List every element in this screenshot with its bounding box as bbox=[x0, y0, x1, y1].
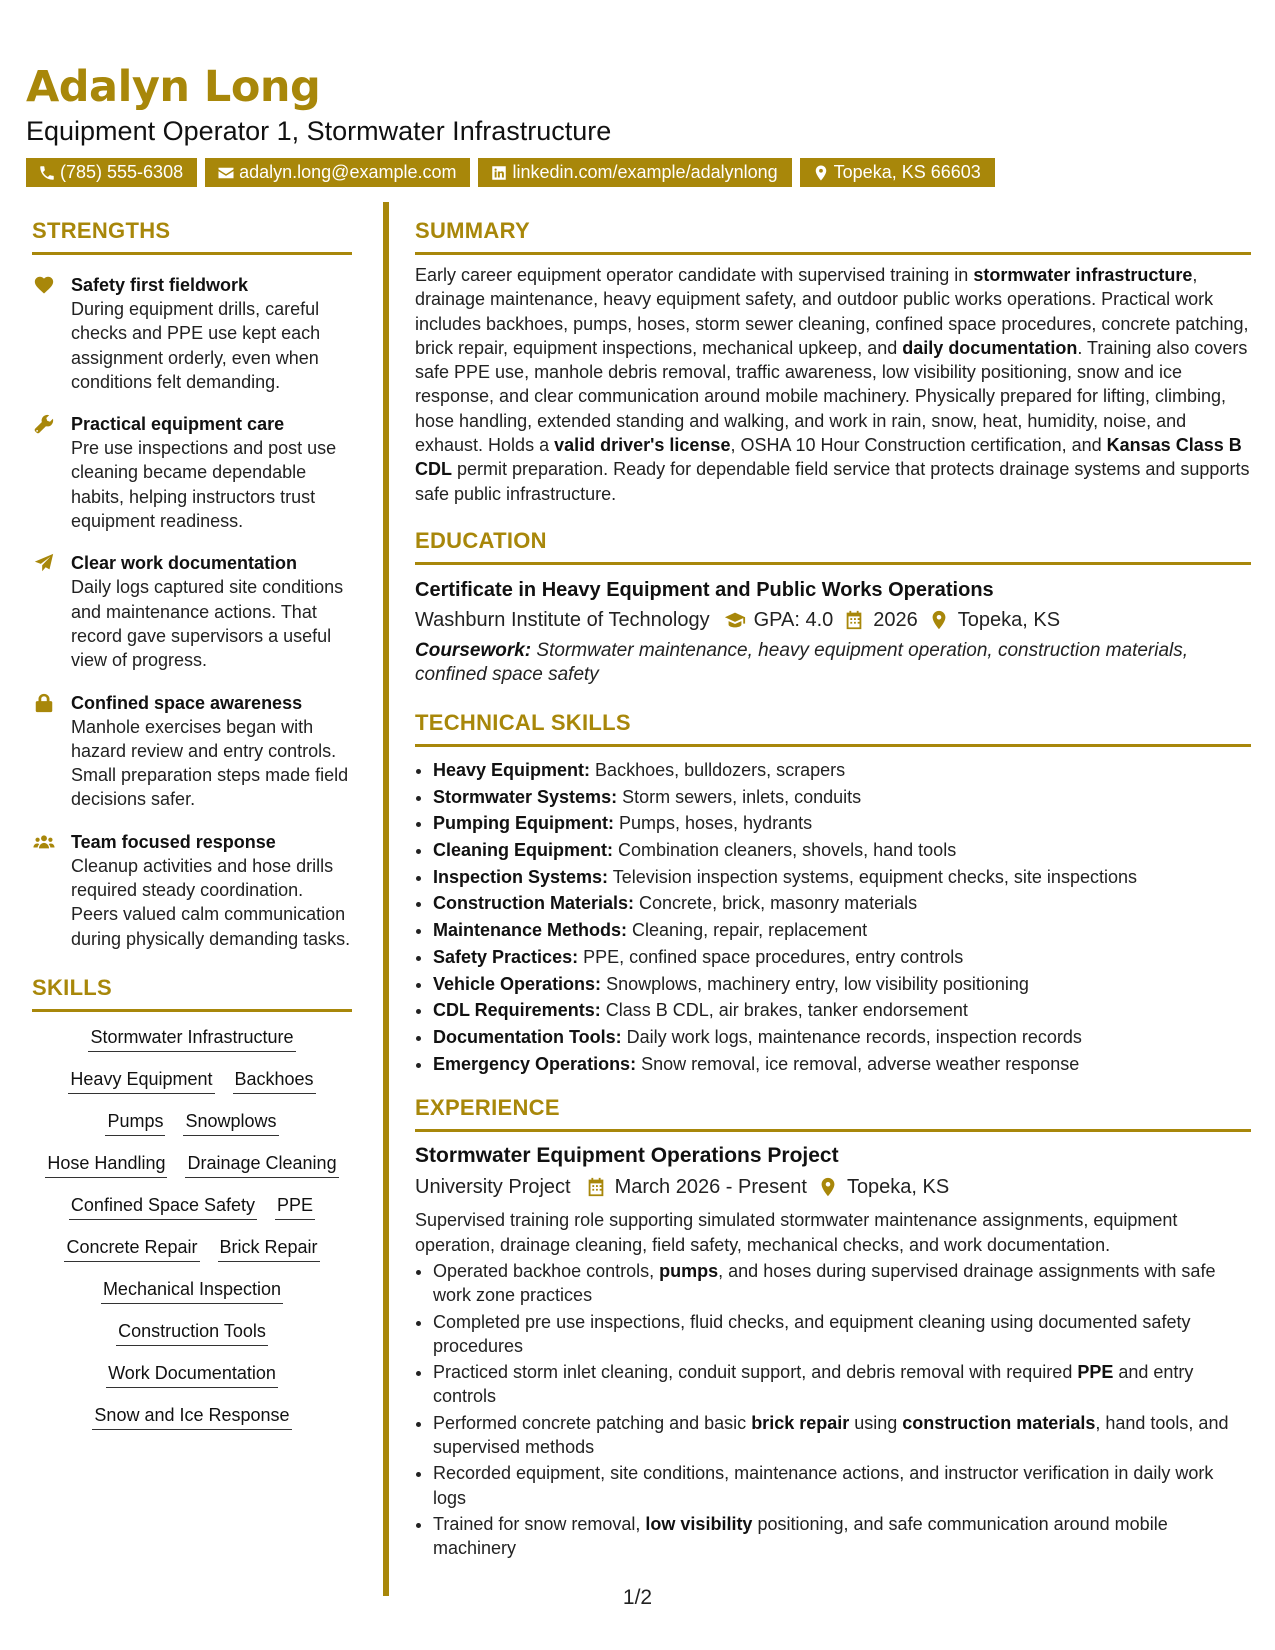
technical-skill-item bbox=[433, 944, 1251, 971]
paper-plane-icon bbox=[32, 552, 56, 574]
strength-item bbox=[32, 273, 352, 394]
education-coursework bbox=[415, 639, 1251, 688]
strength-item bbox=[32, 551, 352, 672]
text-run: Trained for snow removal, bbox=[433, 1513, 646, 1534]
technical-skill-item bbox=[433, 997, 1251, 1024]
experience-bullet bbox=[433, 1512, 1251, 1561]
technical-skill-label: Safety Practices: bbox=[433, 946, 579, 967]
strength-desc: Cleanup activities and hose drills required steady coordination. Peers valued calm communication during physically demanding tasks. bbox=[71, 855, 351, 949]
technical-skill-label: Inspection Systems: bbox=[433, 866, 609, 887]
summary-text bbox=[415, 263, 1251, 506]
skill-row bbox=[32, 1192, 352, 1220]
candidate-name: Adalyn Long bbox=[26, 62, 321, 112]
wrench-icon bbox=[32, 413, 56, 435]
skill-row bbox=[32, 1360, 352, 1388]
technical-skill-item bbox=[433, 864, 1251, 891]
coursework-label: Coursework: bbox=[415, 639, 532, 661]
technical-skill-label: Pumping Equipment: bbox=[433, 813, 614, 834]
text-run: , hand tools, and supervised methods bbox=[433, 1412, 1229, 1458]
strength-name: Confined space awareness bbox=[71, 692, 303, 713]
skill-row bbox=[32, 1318, 352, 1346]
education-meta bbox=[415, 605, 1251, 635]
skill-row bbox=[32, 1066, 352, 1094]
technical-skill-item bbox=[433, 1024, 1251, 1051]
candidate-title: Equipment Operator 1, Stormwater Infrastructure bbox=[26, 116, 612, 146]
skill-tag: Mechanical Inspection bbox=[101, 1276, 283, 1304]
technical-skill-label: Maintenance Methods: bbox=[433, 920, 628, 941]
summary-heading: SUMMARY bbox=[415, 218, 530, 243]
text-run: Performed concrete patching and basic bbox=[433, 1412, 752, 1433]
left-column bbox=[32, 216, 352, 1444]
technical-skill-value: Cleaning, repair, replacement bbox=[627, 920, 868, 941]
right-column bbox=[415, 216, 1251, 1563]
experience-org: University Project bbox=[415, 1176, 571, 1199]
technical-skill-label: Heavy Equipment: bbox=[433, 759, 591, 780]
bold-phrase: low visibility bbox=[645, 1513, 753, 1534]
contact-phone-text: (785) 555-6308 bbox=[60, 162, 184, 182]
skill-tag: Drainage Cleaning bbox=[185, 1150, 338, 1178]
graduation-cap-icon bbox=[724, 609, 746, 631]
education-rule bbox=[415, 562, 1251, 565]
skill-tag: Pumps bbox=[105, 1108, 165, 1136]
skill-tag: Heavy Equipment bbox=[68, 1066, 214, 1094]
resume-header bbox=[26, 58, 1256, 187]
contact-linkedin-text: linkedin.com/example/adalynlong bbox=[512, 162, 778, 182]
education-heading: EDUCATION bbox=[415, 527, 547, 553]
education-degree: Certificate in Heavy Equipment and Public Works Operations bbox=[415, 578, 994, 601]
skill-row bbox=[32, 1024, 352, 1052]
skill-tag: Stormwater Infrastructure bbox=[88, 1024, 295, 1052]
page-number: 1/2 bbox=[622, 1586, 653, 1609]
calendar-icon bbox=[585, 1176, 607, 1198]
technical-skill-label: Documentation Tools: bbox=[433, 1027, 622, 1047]
coursework-text: Stormwater maintenance, heavy equipment operation, construction materials, confined space safety bbox=[415, 639, 1189, 686]
technical-skill-value: Concrete, brick, masonry materials bbox=[634, 893, 918, 914]
technical-skill-item bbox=[433, 757, 1251, 784]
technical-skill-value: Television inspection systems, equipment checks, site inspections bbox=[608, 866, 1137, 887]
strength-desc: During equipment drills, careful checks and PPE use kept each assignment orderly, even when conditions felt demanding. bbox=[71, 299, 321, 392]
bold-phrase: brick repair bbox=[751, 1412, 850, 1433]
contact-email[interactable] bbox=[205, 158, 470, 187]
bold-phrase: construction materials bbox=[902, 1412, 1096, 1433]
skill-tag: Construction Tools bbox=[116, 1318, 268, 1346]
skill-row bbox=[32, 1402, 352, 1430]
technical-skill-value: Storm sewers, inlets, conduits bbox=[617, 786, 862, 807]
education-gpa: GPA: 4.0 bbox=[753, 608, 834, 631]
strength-name: Practical equipment care bbox=[71, 414, 285, 435]
bold-phrase: daily documentation bbox=[902, 337, 1078, 358]
linkedin-icon bbox=[490, 164, 508, 182]
bold-phrase: stormwater infrastructure bbox=[973, 265, 1193, 285]
skill-tag: Confined Space Safety bbox=[69, 1192, 257, 1220]
text-run: using bbox=[849, 1412, 903, 1433]
envelope-icon bbox=[217, 164, 235, 182]
contact-linkedin[interactable] bbox=[478, 158, 791, 187]
technical-skill-value: Snowplows, machinery entry, low visibility positioning bbox=[601, 973, 1029, 994]
technical-skill-item bbox=[433, 837, 1251, 864]
experience-role: Stormwater Equipment Operations Project bbox=[415, 1144, 839, 1168]
technical-skill-item bbox=[433, 1051, 1251, 1078]
map-marker-icon bbox=[817, 1176, 839, 1198]
education-school: Washburn Institute of Technology bbox=[415, 608, 710, 631]
strengths-heading: STRENGTHS bbox=[32, 218, 171, 243]
bold-phrase: PPE bbox=[1077, 1362, 1114, 1383]
text-run: , drainage maintenance, heavy equipment safety, and outdoor public works operations. Practical work includes backhoes, pumps, hoses, storm sewer cleaning, confined space procedures, concrete patching, brick repair, equipment inspections, mechanical upkeep, and bbox=[415, 265, 1249, 358]
technical-skills-rule bbox=[415, 744, 1251, 747]
text-run: Practiced storm inlet cleaning, conduit support, and debris removal with required bbox=[433, 1362, 1078, 1383]
text-run: Completed pre use inspections, fluid checks, and equipment cleaning using documented safety procedures bbox=[433, 1311, 1191, 1356]
education-location: Topeka, KS bbox=[957, 608, 1061, 631]
technical-skill-label: Construction Materials: bbox=[433, 893, 635, 914]
technical-skill-item bbox=[433, 971, 1251, 998]
technical-skill-value: Class B CDL, air brakes, tanker endorsement bbox=[600, 1000, 968, 1021]
experience-location: Topeka, KS bbox=[846, 1176, 950, 1199]
bold-phrase: valid driver's license bbox=[554, 435, 731, 456]
skill-tag: PPE bbox=[275, 1192, 315, 1220]
text-run: Operated backhoe controls, bbox=[433, 1261, 660, 1281]
strength-name: Team focused response bbox=[71, 831, 276, 852]
skills-heading: SKILLS bbox=[32, 974, 113, 1000]
technical-skill-item bbox=[433, 784, 1251, 811]
skill-tag: Snow and Ice Response bbox=[92, 1402, 291, 1430]
text-run: . Training also covers safe PPE use, manhole debris removal, traffic awareness, low visibility positioning, snow and ice response, and clear communication around mobile machinery. Physically prepared for lifting, climbing, hose handling, extended standing and walking, and work in rain, snow, heat, humidity, noise, and exhaust. Holds a bbox=[415, 337, 1248, 456]
bold-phrase: pumps bbox=[659, 1261, 719, 1281]
skill-row bbox=[32, 1108, 352, 1136]
technical-skill-value: PPE, confined space procedures, entry controls bbox=[578, 946, 964, 967]
technical-skill-item bbox=[433, 917, 1251, 944]
experience-heading: EXPERIENCE bbox=[415, 1095, 560, 1121]
bold-phrase: Kansas Class B CDL bbox=[415, 435, 1242, 480]
technical-skill-label: CDL Requirements: bbox=[433, 1000, 601, 1021]
text-run: permit preparation. Ready for dependable field service that protects drainage systems and supports safe public infrastructure. bbox=[415, 459, 1250, 504]
users-icon bbox=[32, 831, 56, 853]
experience-bullet bbox=[433, 1360, 1251, 1409]
map-marker-icon bbox=[928, 609, 950, 631]
skills-list bbox=[32, 1024, 352, 1430]
heart-icon bbox=[32, 274, 56, 296]
contact-location[interactable] bbox=[800, 158, 995, 187]
strength-desc: Daily logs captured site conditions and maintenance actions. That record gave supervisors a useful view of progress. bbox=[71, 577, 344, 671]
strength-name: Safety first fieldwork bbox=[71, 275, 249, 295]
summary-rule bbox=[415, 252, 1251, 255]
contact-phone[interactable] bbox=[26, 158, 197, 187]
experience-bullet bbox=[433, 1411, 1251, 1460]
skill-tag: Concrete Repair bbox=[64, 1234, 199, 1262]
experience-description: Supervised training role supporting simulated stormwater maintenance assignments, equipment operation, drainage cleaning, field safety, mechanical checks, and work documentation. bbox=[415, 1210, 1178, 1255]
skills-rule bbox=[32, 1009, 352, 1012]
technical-skill-value: Snow removal, ice removal, adverse weather response bbox=[636, 1053, 1080, 1074]
skill-tag: Backhoes bbox=[233, 1066, 316, 1094]
skill-row bbox=[32, 1234, 352, 1262]
skill-tag: Brick Repair bbox=[218, 1234, 320, 1262]
text-run: , and hoses during supervised drainage assignments with safe work zone practices bbox=[433, 1261, 1216, 1306]
text-run: positioning, and safe communication around mobile machinery bbox=[433, 1513, 1168, 1559]
strength-item bbox=[32, 830, 352, 951]
experience-bullet bbox=[433, 1461, 1251, 1510]
technical-skill-label: Vehicle Operations: bbox=[433, 973, 602, 994]
technical-skill-value: Pumps, hoses, hydrants bbox=[613, 813, 813, 834]
strength-item bbox=[32, 412, 352, 533]
skill-tag: Snowplows bbox=[183, 1108, 278, 1136]
experience-dates: March 2026 - Present bbox=[614, 1176, 807, 1199]
experience-bullet bbox=[433, 1259, 1251, 1308]
skill-tag: Work Documentation bbox=[106, 1360, 278, 1388]
education-year: 2026 bbox=[873, 608, 918, 631]
technical-skill-item bbox=[433, 810, 1251, 837]
contact-bar bbox=[26, 158, 1256, 187]
calendar-icon bbox=[843, 609, 865, 631]
skill-tag: Hose Handling bbox=[45, 1150, 167, 1178]
technical-skill-label: Emergency Operations: bbox=[433, 1053, 637, 1074]
contact-location-text: Topeka, KS 66603 bbox=[833, 162, 981, 182]
column-divider bbox=[383, 202, 389, 1596]
text-run: Recorded equipment, site conditions, maintenance actions, and instructor verification in daily work logs bbox=[433, 1463, 1214, 1508]
strengths-rule bbox=[32, 252, 352, 255]
experience-bullet bbox=[433, 1310, 1251, 1359]
strength-desc: Pre use inspections and post use cleaning became dependable habits, helping instructors trust equipment readiness. bbox=[71, 438, 337, 532]
technical-skills-list bbox=[415, 757, 1251, 1077]
strength-desc: Manhole exercises began with hazard review and entry controls. Small preparation steps made field decisions safer. bbox=[71, 716, 349, 810]
phone-icon bbox=[38, 164, 56, 182]
experience-rule bbox=[415, 1129, 1251, 1132]
skill-row bbox=[32, 1276, 352, 1304]
lock-icon bbox=[32, 692, 56, 714]
technical-skill-value: Combination cleaners, shovels, hand tools bbox=[613, 840, 957, 861]
technical-skills-heading: TECHNICAL SKILLS bbox=[415, 709, 631, 735]
experience-bullets bbox=[415, 1259, 1251, 1561]
technical-skill-value: Daily work logs, maintenance records, inspection records bbox=[621, 1027, 1082, 1047]
strength-name: Clear work documentation bbox=[71, 553, 298, 574]
text-run: and entry controls bbox=[433, 1362, 1194, 1407]
technical-skill-label: Cleaning Equipment: bbox=[433, 840, 613, 861]
text-run: , OSHA 10 Hour Construction certification, and bbox=[730, 435, 1107, 456]
technical-skill-item bbox=[433, 890, 1251, 917]
contact-email-text: adalyn.long@example.com bbox=[239, 162, 457, 182]
technical-skill-label: Stormwater Systems: bbox=[433, 786, 618, 807]
strength-item bbox=[32, 691, 352, 812]
skill-row bbox=[32, 1150, 352, 1178]
text-run: Early career equipment operator candidate with supervised training in bbox=[415, 265, 974, 285]
map-marker-icon bbox=[812, 164, 830, 182]
technical-skill-value: Backhoes, bulldozers, scrapers bbox=[590, 759, 846, 780]
experience-meta bbox=[415, 1172, 1251, 1202]
